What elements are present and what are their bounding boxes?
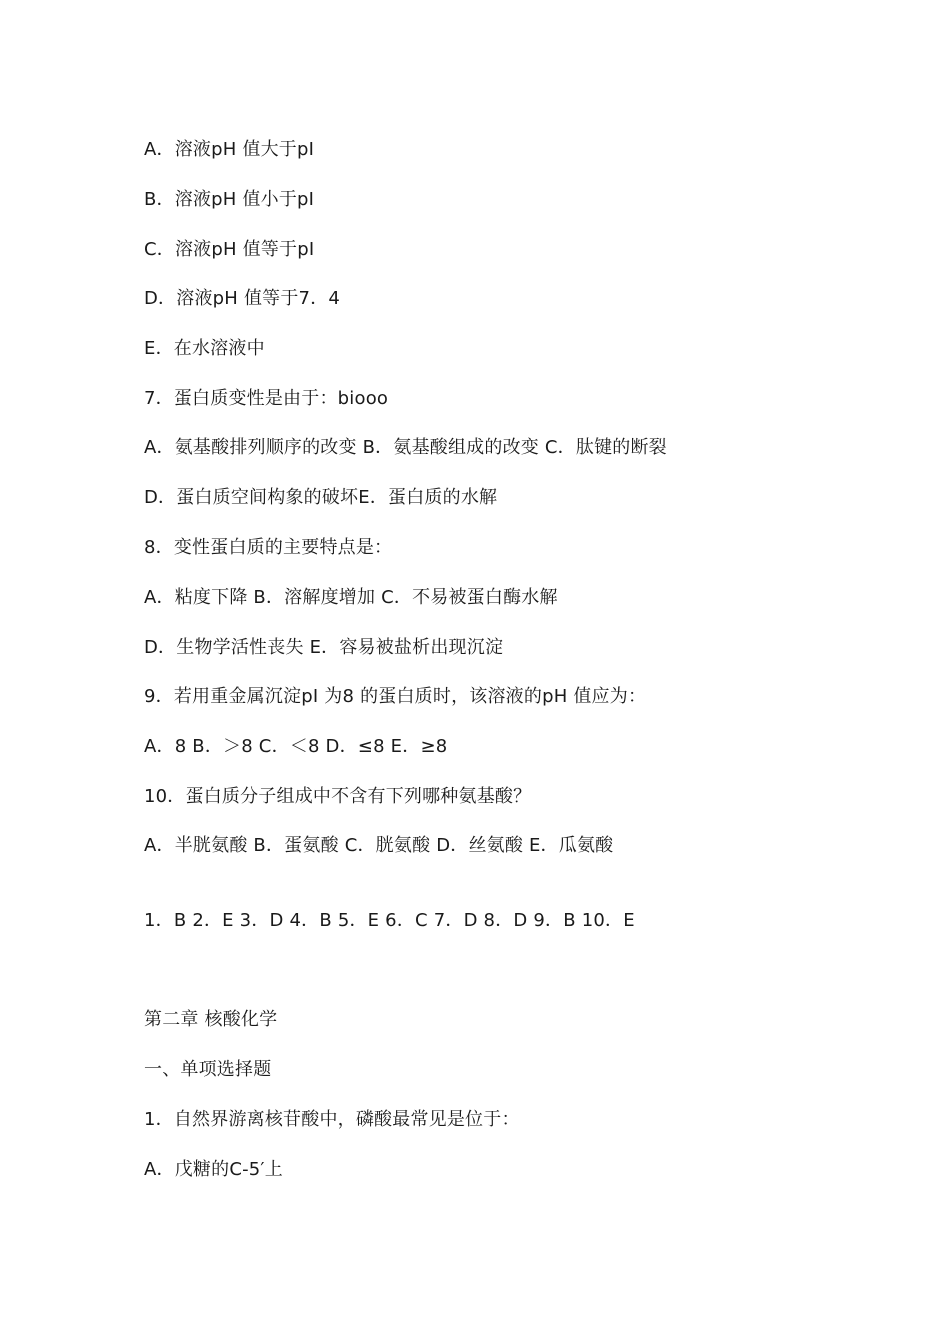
option-d-line: D．溶液pH 值等于7．4 (144, 288, 341, 309)
question-10: 10．蛋白质分子组成中不含有下列哪种氨基酸？ (144, 786, 532, 807)
question-8: 8．变性蛋白质的主要特点是： (144, 537, 393, 558)
question-8-options-abc: A．粘度下降 B．溶解度增加 C．不易被蛋白酶水解 (144, 587, 558, 608)
section-heading: 一、单项选择题 (144, 1059, 272, 1080)
chapter-2-question-1: 1．自然界游离核苷酸中，磷酸最常见是位于： (144, 1109, 520, 1130)
option-c-line: C．溶液pH 值等于pI (144, 239, 315, 260)
question-7: 7．蛋白质变性是由于：biooo (144, 388, 389, 409)
option-a-line: A．溶液pH 值大于pI (144, 139, 315, 160)
chapter-title: 第二章 核酸化学 (144, 1009, 278, 1030)
question-9: 9．若用重金属沉淀pI 为8 的蛋白质时，该溶液的pH 值应为： (144, 686, 647, 707)
option-b-line: B．溶液pH 值小于pI (144, 189, 315, 210)
question-7-options-de: D．蛋白质空间构象的破坏E．蛋白质的水解 (144, 487, 498, 508)
question-9-options: A．8 B．＞8 C．＜8 D．≤8 E．≥8 (144, 736, 448, 757)
question-7-options-abc: A．氨基酸排列顺序的改变 B．氨基酸组成的改变 C．肽键的断裂 (144, 437, 667, 458)
answer-key: 1．B 2．E 3．D 4．B 5．E 6．C 7．D 8．D 9．B 10．E (144, 910, 635, 931)
question-8-options-de: D．生物学活性丧失 E．容易被盐析出现沉淀 (144, 637, 504, 658)
option-e-line: E．在水溶液中 (144, 338, 265, 359)
question-10-options: A．半胱氨酸 B．蛋氨酸 C．胱氨酸 D．丝氨酸 E．瓜氨酸 (144, 835, 614, 856)
chapter-2-question-1-option-a: A．戊糖的C-5′上 (144, 1159, 283, 1180)
